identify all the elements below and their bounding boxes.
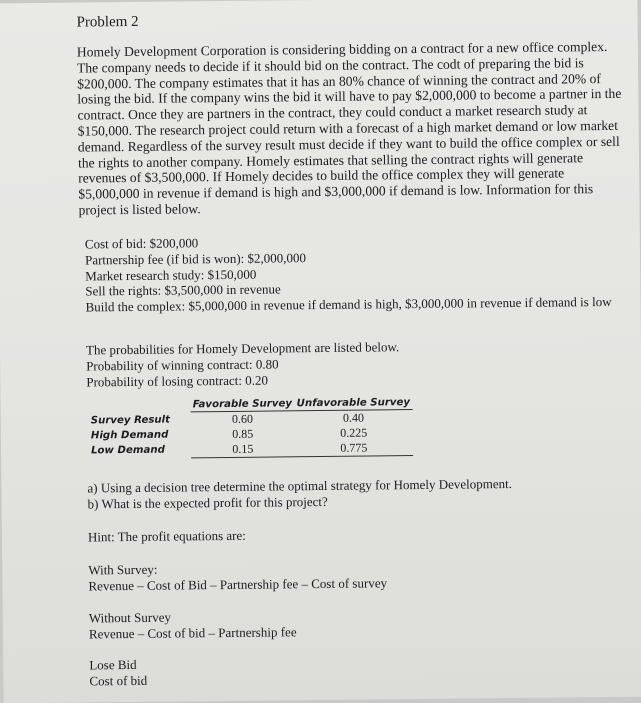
cost-item: Cost of bid: $200,000 bbox=[84, 235, 199, 252]
cost-item: Build the complex: $5,000,000 in revenue if demand is high, $3,000,000 in revenue if demand is low bbox=[85, 294, 612, 315]
cost-list bbox=[85, 231, 616, 316]
row-label: High Demand bbox=[90, 429, 169, 442]
without-survey-label: Without Survey bbox=[88, 609, 172, 626]
hint: Hint: The profit equations are: bbox=[87, 527, 246, 545]
favorable-value: 0.60 bbox=[231, 411, 254, 426]
lose-bid-label: Lose Bid bbox=[89, 656, 137, 673]
row-label: Survey Result bbox=[90, 414, 171, 427]
probability-list bbox=[86, 339, 400, 390]
survey-table bbox=[91, 397, 414, 459]
row-label: Low Demand bbox=[90, 444, 165, 457]
cost-item: Partnership fee (if bid is won): $2,000,000 bbox=[84, 249, 307, 268]
probability-lose: Probability of losing contract: 0.20 bbox=[86, 372, 269, 390]
probability-intro: The probabilities for Homely Development are listed below. bbox=[85, 339, 400, 358]
col-unfavorable-header: Unfavorable Survey bbox=[294, 397, 413, 411]
unfavorable-value: 0.40 bbox=[342, 410, 365, 425]
questions bbox=[87, 476, 512, 512]
probability-win: Probability of winning contract: 0.80 bbox=[86, 356, 279, 374]
favorable-value: 0.85 bbox=[232, 426, 254, 441]
question-a: a) Using a decision tree determine the optimal strategy for Homely Development. bbox=[87, 476, 513, 496]
lose-bid-equation bbox=[89, 657, 147, 689]
unfavorable-value: 0.225 bbox=[340, 425, 368, 440]
with-survey-equation bbox=[88, 559, 387, 594]
with-survey-label: With Survey: bbox=[88, 561, 158, 578]
problem-description: Homely Development Corporation is considering bidding on a contract for a new office complex. The company needs to decide if it should bid on the contract. The codt of preparing the bid is $200,000. The company estimates that it has an 80% chance of winning the contract and 20% of losing the bid. If the company wins the bid it will have to pay $2,000,000 to become a partner in the contract. Once they are partners in the contract, they could conduct a market research study at $150,000. The research project could return with a forecast of a high market demand or low market demand. Regardless of the survey result must decide if they want to build the office complex or sell the rights to another company. Homely estimates that selling the contract rights will generate revenues of $3,500,000. If Homely decides to build the office complex they will generate $5,000,000 in revenue if demand is high and $3,000,000 if demand is low. Information for this project is listed below. bbox=[76, 38, 622, 218]
without-survey-equation bbox=[89, 608, 297, 642]
problem-title: Problem 2 bbox=[76, 13, 139, 31]
cost-item: Sell the rights: $3,500,000 in revenue bbox=[85, 281, 281, 299]
favorable-value: 0.15 bbox=[191, 441, 295, 458]
table-corner bbox=[91, 399, 191, 413]
with-survey-formula: Revenue – Cost of Bid – Partnership fee – Cost of survey bbox=[88, 575, 388, 594]
col-favorable-header: Favorable Survey bbox=[191, 398, 295, 412]
question-b: b) What is the expected profit for this project? bbox=[87, 493, 328, 512]
lose-bid-formula: Cost of bid bbox=[89, 672, 148, 689]
without-survey-formula: Revenue – Cost of bid – Partnership fee bbox=[88, 624, 297, 642]
table-row bbox=[91, 440, 413, 459]
cost-item: Market research study: $150,000 bbox=[85, 266, 257, 284]
unfavorable-value: 0.775 bbox=[295, 440, 414, 457]
